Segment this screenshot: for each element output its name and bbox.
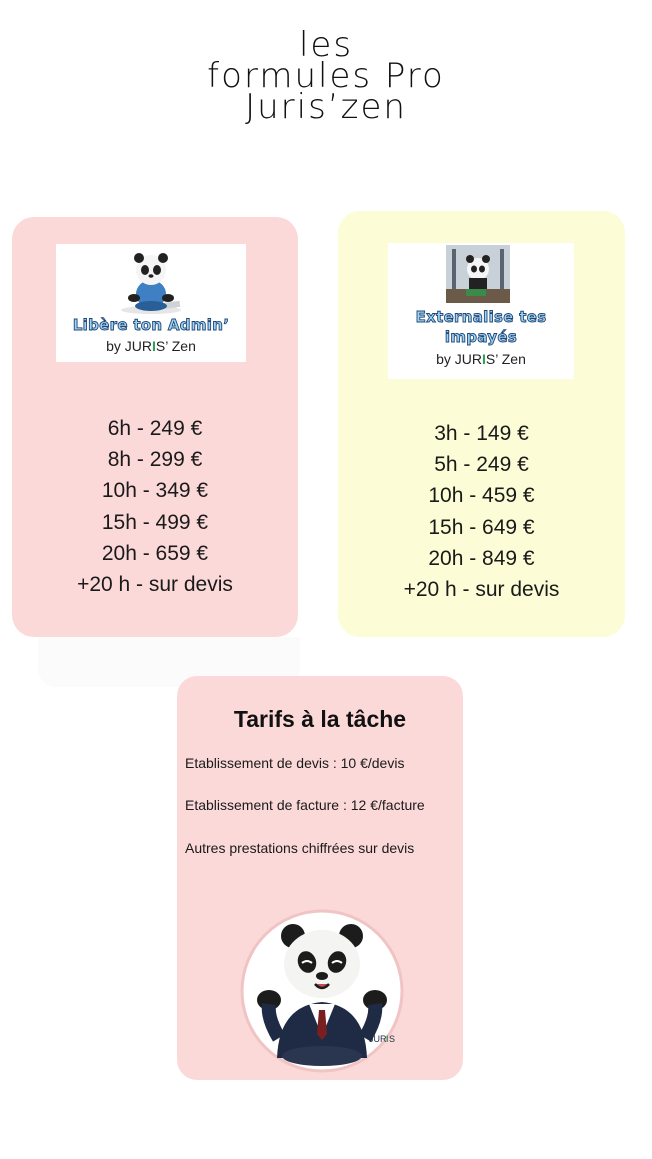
price-item: 5h - 249 € <box>434 453 529 477</box>
price-list <box>12 413 298 600</box>
svg-text:S: S <box>389 1034 396 1044</box>
badge-title <box>388 307 574 347</box>
panda-office-image <box>446 245 510 303</box>
price-item: 3h - 149 € <box>434 422 529 445</box>
badge-title-line-1: Externalise tes <box>415 308 547 326</box>
svg-text:JUR: JUR <box>369 1034 387 1044</box>
title-line-2: formules Pro <box>207 56 445 96</box>
brand-by-post: S’ Zen <box>485 351 526 367</box>
panda-meditating-icon <box>116 250 186 316</box>
price-item: 10h - 349 € <box>101 479 209 503</box>
svg-text:I: I <box>386 1034 389 1044</box>
price-item: +20 h - sur devis <box>403 578 560 602</box>
price-item: 6h - 249 € <box>107 417 203 440</box>
price-item: 20h - 659 € <box>101 541 209 565</box>
brand-byline <box>388 351 574 367</box>
task-price-line: Etablissement de facture : 12 €/facture <box>185 797 425 813</box>
brand-i: I <box>482 351 486 367</box>
task-price-line: Autres prestations chiffrées sur devis <box>185 840 415 856</box>
panda-logo-icon <box>239 908 405 1074</box>
badge-title: Libère ton Admin’ <box>72 316 230 334</box>
pricing-card-admin <box>12 217 298 637</box>
task-pricing-title: Tarifs à la tâche <box>233 706 407 732</box>
pricing-card-impayes <box>338 211 625 637</box>
title-line-1: les <box>298 25 354 65</box>
price-item: +20 h - sur devis <box>77 573 233 597</box>
brand-by-pre: by JUR <box>106 338 153 354</box>
badge-externalise-impayes <box>388 243 574 379</box>
price-item: 15h - 499 € <box>101 510 209 534</box>
brand-i: I <box>152 338 156 354</box>
price-item: 10h - 459 € <box>428 484 535 508</box>
price-item: 20h - 849 € <box>428 546 535 570</box>
task-price-line: Etablissement de devis : 10 €/devis <box>185 755 405 771</box>
title-line-3: Juris’zen <box>245 87 407 127</box>
badge-libere-admin <box>56 244 246 362</box>
task-pricing-card <box>177 676 463 1080</box>
price-list <box>338 418 625 605</box>
brand-by-post: S’ Zen <box>155 338 196 354</box>
price-item: 8h - 299 € <box>107 448 203 472</box>
badge-title-line-2: impayés <box>444 328 518 346</box>
price-item: 15h - 649 € <box>428 515 535 539</box>
page-title <box>0 25 652 127</box>
panda-office-icon <box>446 245 510 303</box>
brand-byline <box>56 338 246 354</box>
brand-by-pre: by JUR <box>436 351 483 367</box>
